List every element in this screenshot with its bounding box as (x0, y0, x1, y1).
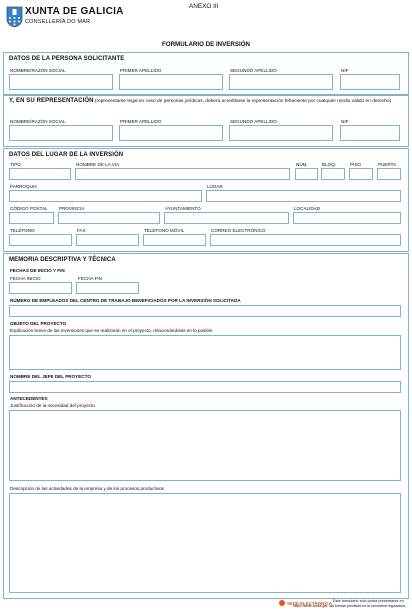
applicant-name-label: NOMBRE/RAZÓN SOCIAL (10, 68, 66, 73)
applicant-section-title: DATOS DE LA PERSONA SOLICITANTE (9, 56, 125, 62)
memory-section-title: MEMORIA DESCRIPTIVA Y TÉCNICA (9, 257, 116, 263)
email-label: CORREO ELECTRÓNICO (211, 228, 266, 233)
locality-label: LOCALIDAD (294, 206, 321, 211)
activities-textarea[interactable] (9, 493, 401, 593)
street-name-label: NOMBRE DE LA VÍA (76, 162, 120, 167)
activities-description: Descripción de las actividades de la empresa y de los procesos productivos (10, 486, 164, 491)
mobile-label: TELÉFONO MÓVIL (144, 228, 185, 233)
rep-surname1-label: PRIMER APELLIDO (120, 119, 162, 124)
background-textarea[interactable] (9, 410, 401, 481)
employees-field[interactable] (9, 305, 401, 317)
place-label: LUGAR (207, 184, 223, 189)
annex-label: ANEXO III (189, 3, 219, 10)
street-name-field[interactable] (75, 168, 290, 180)
province-field[interactable] (58, 212, 160, 224)
phone-field[interactable] (9, 234, 72, 246)
street-type-label: TIPO (10, 162, 21, 167)
applicant-surname1-label: PRIMER APELLIDO (120, 68, 162, 73)
object-description: Explicación breve de las inversiones que se realizarán en el proyecto, relacionándolas en lo posible (10, 328, 213, 333)
email-field[interactable] (210, 234, 401, 246)
locality-field[interactable] (293, 212, 401, 224)
background-title: ANTECEDENTES (10, 396, 48, 401)
postal-code-field[interactable] (9, 212, 54, 224)
background-description: Justificación de la necesidad del proyecto (10, 403, 95, 408)
street-type-field[interactable] (9, 168, 71, 180)
applicant-surname2-field[interactable] (229, 74, 333, 90)
block-label: BLOQ. (322, 162, 337, 167)
footer-text-2: https://sede.xunta.gal, las formas previstas en la normativa reguladora (293, 604, 405, 608)
province-label: PROVINCIA (59, 206, 85, 211)
fax-field[interactable] (76, 234, 139, 246)
postal-code-label: CÓDIGO POSTAL (10, 206, 48, 211)
start-date-field[interactable] (9, 282, 72, 294)
rep-surname1-field[interactable] (119, 125, 223, 141)
rep-surname2-label: SEGUNDO APELLIDO (230, 119, 277, 124)
form-title: FORMULARIO DE INVERSIÓN (162, 41, 251, 48)
floor-label: PISO (350, 162, 361, 167)
sede-icon (279, 600, 285, 606)
manager-field[interactable] (9, 381, 401, 393)
manager-label: NOMBRE DEL JEFE DEL PROYECTO (10, 374, 91, 379)
applicant-nif-field[interactable] (340, 74, 400, 90)
door-label: PUERTA (378, 162, 397, 167)
object-title: OBJETO DEL PROYECTO (10, 321, 67, 326)
end-date-label: FECHA FIN (78, 276, 102, 281)
representative-note: (representante legal en caso de personas jurídicas, deberá acreditarse la representación fehaciente por cualquier medio válido en derecho) (94, 99, 392, 104)
sede-label: SEDE ELECTRÓNICA (287, 600, 332, 606)
rep-nif-label: NIF (341, 119, 349, 124)
employees-label: NÚMERO DE EMPLEADOS DEL CENTRO DE TRABAJO BENEFICIADOS POR LA INVERSIÓN SOLICITADA (10, 298, 241, 303)
municipality-field[interactable] (164, 212, 289, 224)
applicant-surname2-label: SEGUNDO APELLIDO (230, 68, 277, 73)
org-department: CONSELLERÍA DO MAR (25, 19, 91, 25)
number-field[interactable] (295, 168, 318, 180)
applicant-name-field[interactable] (9, 74, 113, 90)
rep-name-label: NOMBRE/RAZÓN SOCIAL (10, 119, 66, 124)
applicant-surname1-field[interactable] (119, 74, 223, 90)
applicant-nif-label: NIF (341, 68, 349, 73)
xunta-coat-of-arms-icon (6, 6, 23, 28)
parish-field[interactable] (9, 190, 202, 202)
parish-label: PARROQUIA (10, 184, 38, 189)
representative-heading (9, 98, 401, 105)
fax-label: FAX (77, 228, 86, 233)
rep-surname2-field[interactable] (229, 125, 333, 141)
floor-field[interactable] (349, 168, 373, 180)
number-label: NÚM. (296, 162, 308, 167)
block-field[interactable] (321, 168, 345, 180)
phone-label: TELÉFONO (10, 228, 35, 233)
location-section-title: DATOS DEL LUGAR DE LA INVERSIÓN (9, 152, 124, 158)
end-date-field[interactable] (76, 282, 139, 294)
municipality-label: AYUNTAMIENTO (165, 206, 201, 211)
mobile-field[interactable] (143, 234, 206, 246)
footer-text-1: Este formulario solo podrá presentarse en (333, 599, 404, 603)
start-date-label: FECHA INICIO (10, 276, 41, 281)
org-name: XUNTA DE GALICIA (25, 6, 124, 17)
object-textarea[interactable] (9, 335, 401, 370)
place-field[interactable] (206, 190, 401, 202)
dates-title: FECHAS DE INICIO Y FIN (10, 268, 65, 273)
door-field[interactable] (377, 168, 401, 180)
rep-nif-field[interactable] (340, 125, 400, 141)
rep-name-field[interactable] (9, 125, 113, 141)
representative-section-title: Y, EN SU REPRESENTACIÓN (9, 98, 94, 104)
